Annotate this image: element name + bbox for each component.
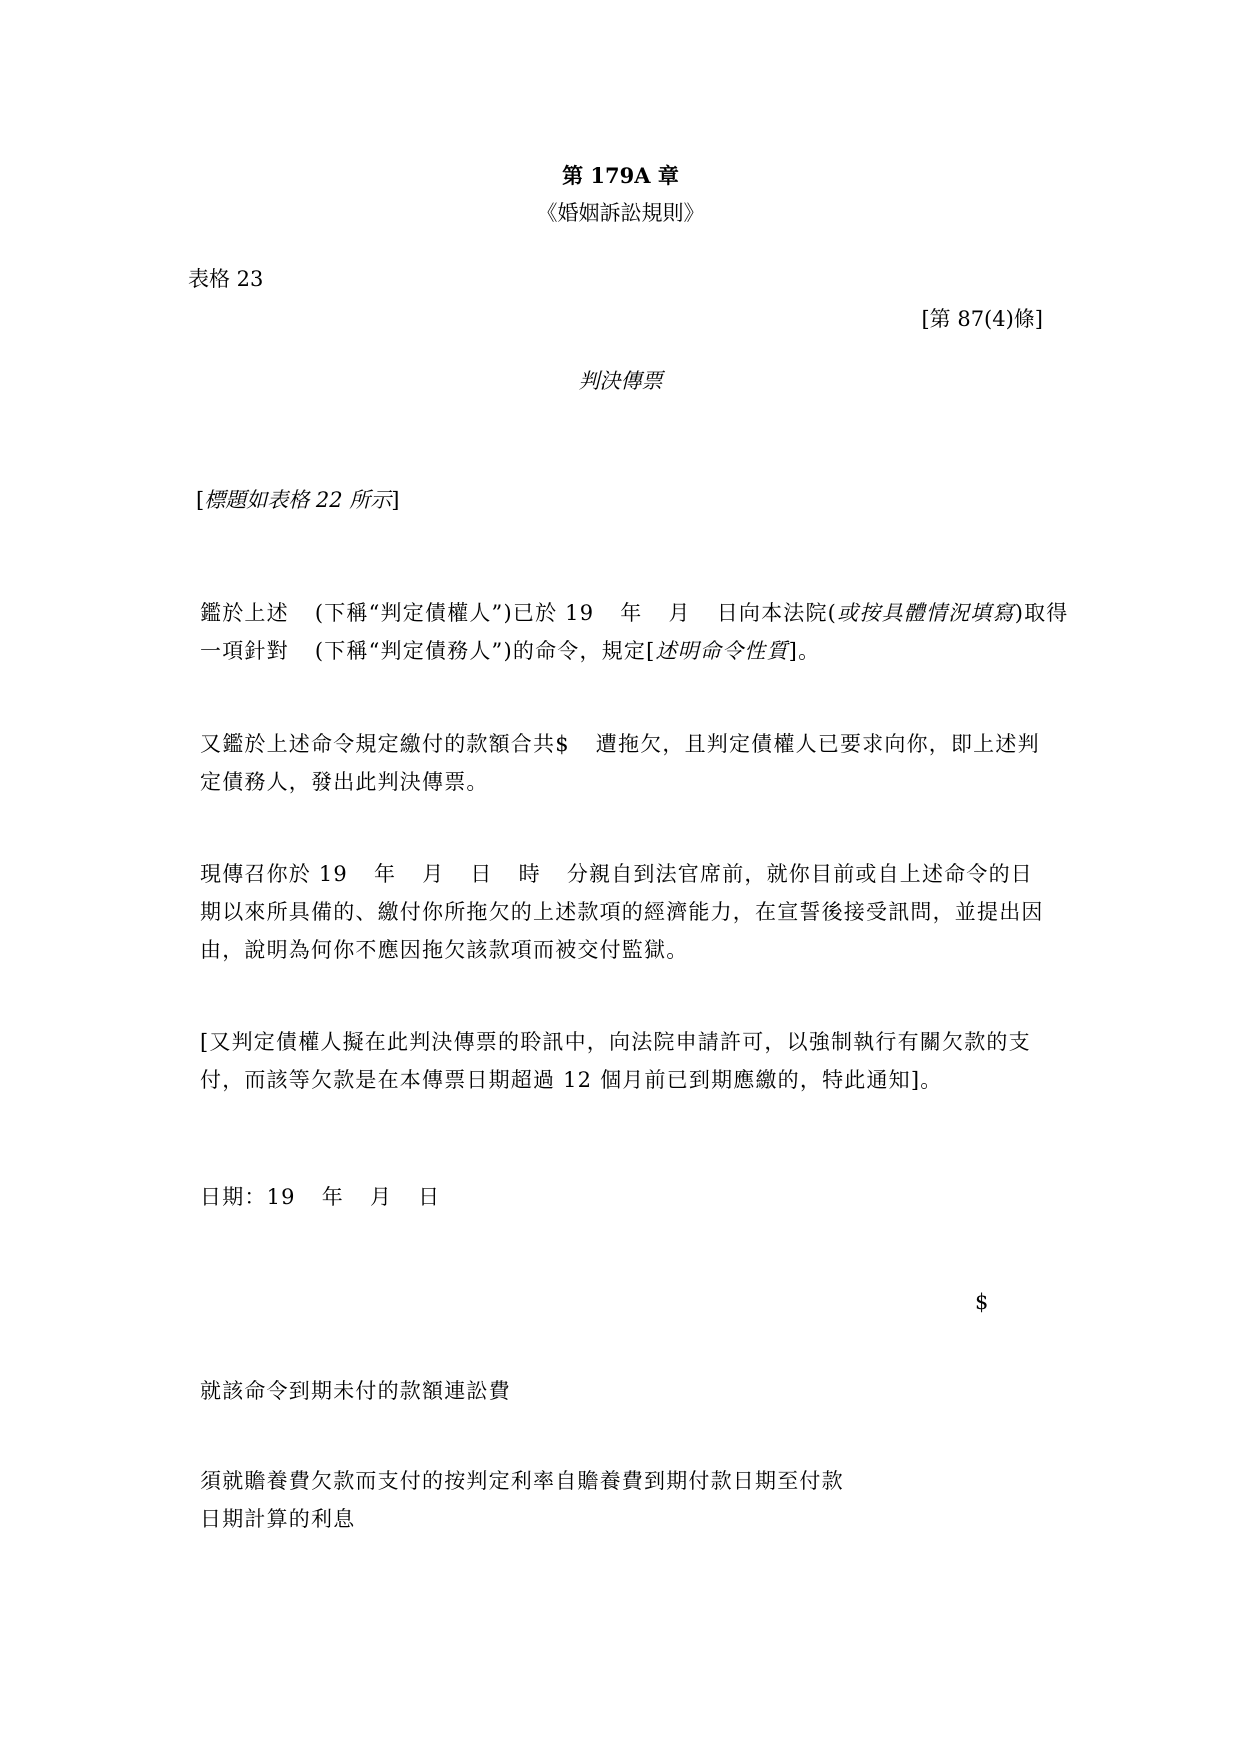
paragraph-line: 現傳召你於 19 年 月 日 時 分親自到法官席前，就你目前或自上述命令的日 xyxy=(200,862,1034,886)
paragraph-summons xyxy=(200,855,1070,969)
paragraph-arrears xyxy=(200,725,1070,801)
heading-note xyxy=(196,484,399,514)
amount-item-interest xyxy=(200,1462,1070,1538)
document-title: 判決傳票 xyxy=(578,369,663,393)
rule-reference: [第 87(4)條] xyxy=(921,307,1043,331)
paragraph-line: 又鑑於上述命令規定繳付的款額合共$ 遭拖欠，且判定債權人已要求向你，即上述判 xyxy=(200,732,1040,756)
paragraph-line: 付，而該等欠款是在本傳票日期超過 12 個月前已到期應繳的，特此通知]。 xyxy=(200,1068,943,1092)
paragraph-line: 由，說明為何你不應因拖欠該款項而被交付監獄。 xyxy=(200,938,689,962)
form-number: 表格 23 xyxy=(188,267,264,291)
paragraph-line: 期以來所具備的、繳付你所拖欠的上述款項的經濟能力，在宣誓後接受訊問，並提出因 xyxy=(200,900,1044,924)
paragraph-leave-notice xyxy=(200,1023,1070,1099)
paragraph-order-obtained xyxy=(200,594,1070,670)
paragraph-line: [又判定債權人擬在此判決傳票的聆訊中，向法院申請許可，以強制執行有關欠款的支 xyxy=(200,1030,1031,1054)
rules-title: 《婚姻訴訟規則》 xyxy=(536,201,705,225)
heading-note-close: ] xyxy=(391,488,400,512)
paragraph-line: 日期計算的利息 xyxy=(200,1507,356,1531)
heading-note-open: [ xyxy=(196,488,205,512)
date-line: 日期：19 年 月 日 xyxy=(200,1185,441,1209)
amount-item-costs: 就該命令到期未付的款額連訟費 xyxy=(200,1379,511,1403)
chapter-heading: 第 179A 章 xyxy=(562,163,679,188)
heading-note-text: 標題如表格 22 所示 xyxy=(204,488,392,512)
paragraph-line: 鑑於上述 (下稱“判定債權人”)已於 19 年 月 日向本法院(或按具體情況填寫)取得 xyxy=(200,601,1069,625)
paragraph-line: 定債務人，發出此判決傳票。 xyxy=(200,770,489,794)
paragraph-line: 一項針對 (下稱“判定債務人”)的命令，規定[述明命令性質]。 xyxy=(200,639,821,663)
dollar-sign: $ xyxy=(975,1290,989,1314)
paragraph-line: 須就贍養費欠款而支付的按判定利率自贍養費到期付款日期至付款 xyxy=(200,1469,844,1493)
